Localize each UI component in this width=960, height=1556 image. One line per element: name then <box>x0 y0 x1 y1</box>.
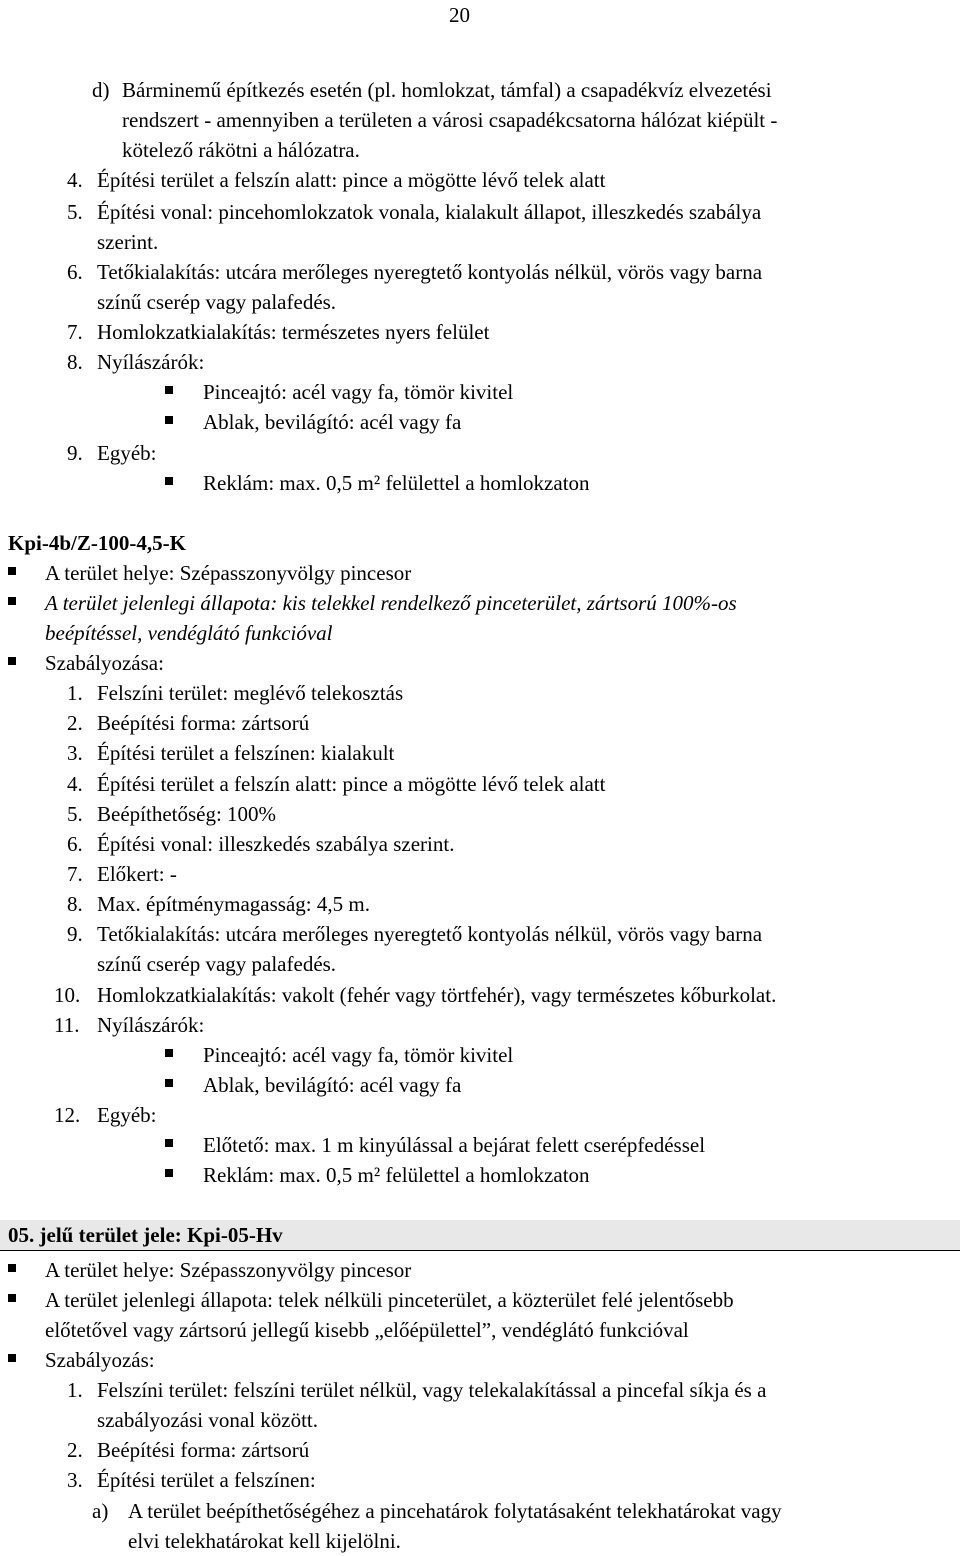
list-item: Homlokzatkialakítás: természetes nyers felület <box>97 320 490 344</box>
list-item: Beépíthetőség: 100% <box>97 802 277 826</box>
list-item: Építési terület a felszín alatt: pince a mögötte lévő telek alatt <box>97 168 606 192</box>
list-number: 1. <box>67 1378 83 1402</box>
list-label-d: d) <box>92 78 110 102</box>
list-number: 5. <box>67 802 83 826</box>
list-number: 6. <box>67 832 83 856</box>
list-item: Beépítési forma: zártsorú <box>97 1438 310 1462</box>
bullet-item: Ablak, bevilágító: acél vagy fa <box>203 410 462 434</box>
bullet-item: Reklám: max. 0,5 m² felülettel a homlokzaton <box>203 1163 590 1187</box>
bullet-square-icon <box>165 477 173 485</box>
list-item: szerint. <box>97 230 159 254</box>
list-item: színű cserép vagy palafedés. <box>97 952 337 976</box>
list-item: Egyéb: <box>97 441 157 465</box>
area-state: A terület jelenlegi állapota: telek nélküli pinceterület, a közterület felé jelentősebb <box>45 1288 734 1312</box>
area-location: A terület helye: Szépasszonyvölgy pincesor <box>45 1258 412 1282</box>
list-item: Építési terület a felszín alatt: pince a mögötte lévő telek alatt <box>97 772 606 796</box>
section-title: Kpi-4b/Z-100-4,5-K <box>8 531 186 555</box>
text-line: rendszert - amennyiben a területen a városi csapadékcsatorna hálózat kiépült - <box>122 108 778 132</box>
bullet-square-icon <box>165 1139 173 1147</box>
section-heading-bar <box>0 1220 960 1251</box>
list-item: Nyílászárók: <box>97 350 205 374</box>
list-number: 3. <box>67 741 83 765</box>
list-number: 1. <box>67 681 83 705</box>
list-number: 12. <box>54 1103 81 1127</box>
list-item: Egyéb: <box>97 1103 157 1127</box>
list-item: Építési vonal: illeszkedés szabálya szerint. <box>97 832 455 856</box>
bullet-square-icon <box>8 1354 16 1362</box>
list-number: 5. <box>67 200 83 224</box>
bullet-square-icon <box>8 1294 16 1302</box>
bullet-square-icon <box>165 416 173 424</box>
sub-item: elvi telekhatárokat kell kijelölni. <box>128 1529 401 1553</box>
page-number: 20 <box>449 3 470 27</box>
bullet-square-icon <box>8 597 16 605</box>
area-location: A terület helye: Szépasszonyvölgy pincesor <box>45 561 412 585</box>
bullet-item: Előtető: max. 1 m kinyúlással a bejárat felett cserépfedéssel <box>203 1133 706 1157</box>
list-number: 4. <box>67 772 83 796</box>
bullet-square-icon <box>165 1079 173 1087</box>
list-number: 6. <box>67 260 83 284</box>
bullet-square-icon <box>8 567 16 575</box>
list-number: 9. <box>67 441 83 465</box>
list-number: 8. <box>67 350 83 374</box>
list-item: Homlokzatkialakítás: vakolt (fehér vagy törtfehér), vagy természetes kőburkolat. <box>97 983 777 1007</box>
list-item: Felszíni terület: meglévő telekosztás <box>97 681 404 705</box>
list-number: 2. <box>67 711 83 735</box>
list-number: 10. <box>54 983 81 1007</box>
list-item: Építési vonal: pincehomlokzatok vonala, kialakult állapot, illeszkedés szabálya <box>97 200 762 224</box>
list-number: 11. <box>54 1013 80 1037</box>
text-line: kötelező rákötni a hálózatra. <box>122 138 360 162</box>
list-item: Előkert: - <box>97 862 177 886</box>
list-number: 4. <box>67 168 83 192</box>
area-state: A terület jelenlegi állapota: kis telekkel rendelkező pinceterület, zártsorú 100%-os <box>45 591 737 615</box>
list-number: 9. <box>67 922 83 946</box>
list-item: színű cserép vagy palafedés. <box>97 290 337 314</box>
bullet-item: Ablak, bevilágító: acél vagy fa <box>203 1073 462 1097</box>
sub-item: A terület beépíthetőségéhez a pincehatárok folytatásaként telekhatárokat vagy <box>128 1499 782 1523</box>
list-number: 3. <box>67 1468 83 1492</box>
list-item: Max. építménymagasság: 4,5 m. <box>97 892 370 916</box>
list-number: 7. <box>67 862 83 886</box>
list-item: Nyílászárók: <box>97 1013 205 1037</box>
list-label-a: a) <box>92 1499 109 1523</box>
area-state: előtetővel vagy zártsorú jellegű kisebb „előépülettel”, vendéglátó funkcióval <box>45 1318 689 1342</box>
list-item: Építési terület a felszínen: kialakult <box>97 741 395 765</box>
section-heading: 05. jelű terület jele: Kpi-05-Hv <box>8 1223 283 1247</box>
bullet-square-icon <box>165 1049 173 1057</box>
bullet-square-icon <box>165 1169 173 1177</box>
list-number: 2. <box>67 1438 83 1462</box>
bullet-item: Pinceajtó: acél vagy fa, tömör kivitel <box>203 380 514 404</box>
regulation-heading: Szabályozás: <box>45 1348 155 1372</box>
regulation-heading: Szabályozása: <box>45 651 164 675</box>
list-number: 8. <box>67 892 83 916</box>
list-item: szabályozási vonal között. <box>97 1408 319 1432</box>
list-item: Tetőkialakítás: utcára merőleges nyeregtető kontyolás nélkül, vörös vagy barna <box>97 260 763 284</box>
bullet-item: Reklám: max. 0,5 m² felülettel a homlokzaton <box>203 471 590 495</box>
list-number: 7. <box>67 320 83 344</box>
list-item: Építési terület a felszínen: <box>97 1468 316 1492</box>
list-item: Felszíni terület: felszíni terület nélkül, vagy telekalakítással a pincefal síkja és a <box>97 1378 767 1402</box>
list-item: Tetőkialakítás: utcára merőleges nyeregtető kontyolás nélkül, vörös vagy barna <box>97 922 763 946</box>
area-state: beépítéssel, vendéglátó funkcióval <box>45 621 333 645</box>
bullet-item: Pinceajtó: acél vagy fa, tömör kivitel <box>203 1043 514 1067</box>
list-item: Beépítési forma: zártsorú <box>97 711 310 735</box>
text-line: Bárminemű építkezés esetén (pl. homlokzat, támfal) a csapadékvíz elvezetési <box>122 78 772 102</box>
bullet-square-icon <box>8 657 16 665</box>
bullet-square-icon <box>165 386 173 394</box>
bullet-square-icon <box>8 1264 16 1272</box>
